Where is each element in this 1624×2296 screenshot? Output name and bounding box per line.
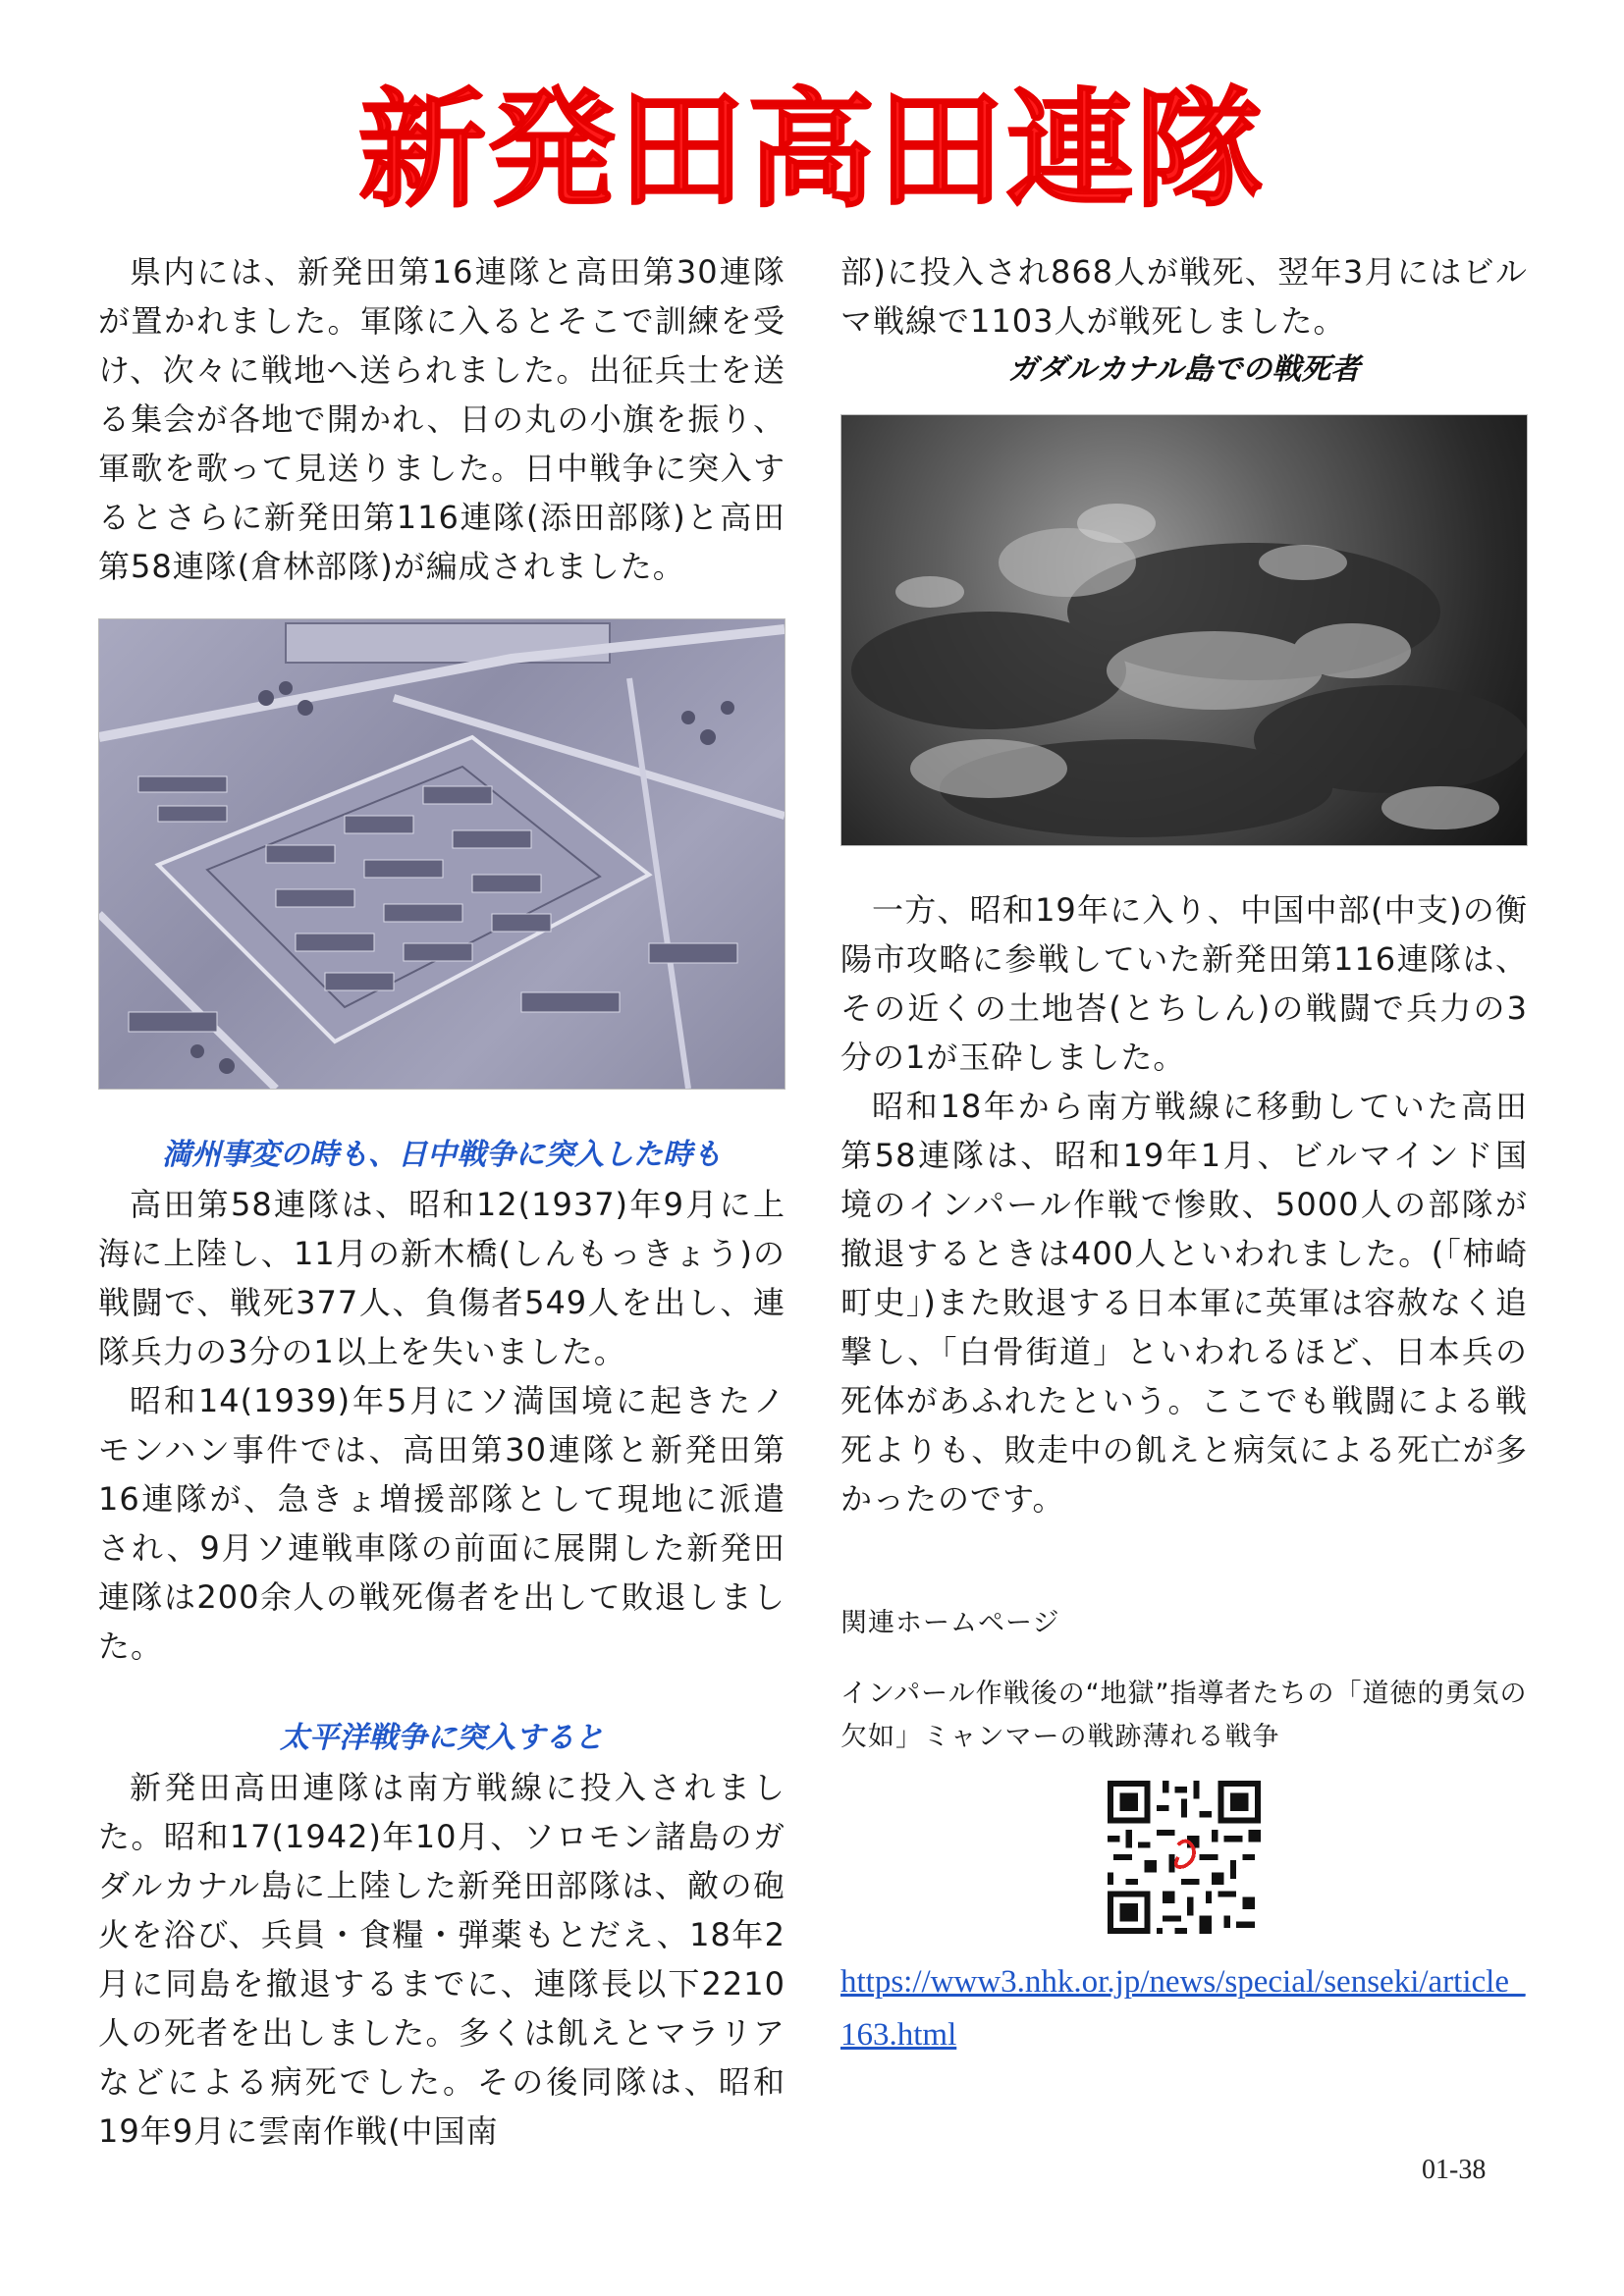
page-title: 新発田高田連隊: [357, 76, 1266, 225]
intro-paragraph: 県内には、新発田第16連隊と高田第30連隊が置かれました。軍隊に入るとそこで訓練を受け、次々に戦地へ送られました。出征兵士を送る集会が各地で開かれ、日の丸の小旗を振り、軍歌を歌って見送りました。日中戦争に突入するとさらに新発田第116連隊(添田部隊)と高田第58連隊(倉林部隊)が編成されました。: [98, 253, 785, 585]
related-label: 関連ホームページ: [840, 1608, 1060, 1638]
regiment-map-drawing: [99, 619, 785, 1089]
related-article-link[interactable]: https://www3.nhk.or.jp/news/special/senseki/article_163.html: [840, 1964, 1526, 2053]
section1-heading: 満州事変の時も、日中戦争に突入した時も: [162, 1138, 722, 1172]
war-dead-photo-drawing: [841, 415, 1527, 845]
left-column: [98, 247, 785, 2156]
right-paragraph-2: 昭和18年から南方戦線に移動していた高田第58連隊は、昭和19年1月、ビルマインド国境のインパール作戦で惨敗、5000人の部隊が撤退するときは400人といわれました。(「柿崎町史」)また敗退する日本軍に英軍は容赦なく追撃し、「白骨街道」といわれるほど、日本兵の死体があふれたという。ここでも戦闘による戦死よりも、敗走中の飢えと病気による死亡が多かったのです。: [840, 1088, 1528, 1518]
regiment-map-image: [98, 618, 785, 1090]
photo-heading: ガダルカナル島での戦死者: [1007, 352, 1361, 387]
section2-heading: 太平洋戦争に突入すると: [280, 1721, 604, 1755]
section1-paragraph-2: 昭和14(1939)年5月にソ満国境に起きたノモンハン事件では、高田第30連隊と新発田第16連隊が、急きょ増援部隊として現地に派遣され、9月ソ連戦車隊の前面に展開した新発田連隊は200余人の戦死傷者を出して敗退しました。: [98, 1382, 785, 1665]
page-number: 01-38: [1422, 2155, 1487, 2185]
right-paragraph-1: 一方、昭和19年に入り、中国中部(中支)の衡陽市攻略に参戦していた新発田第116連隊は、その近くの土地峇(とちしん)の戦闘で兵力の3分の1が玉砕しました。: [840, 891, 1528, 1076]
related-article-title: インパール作戦後の“地獄”指導者たちの「道徳的勇気の欠如」ミャンマーの戦跡薄れる戦争: [840, 1679, 1528, 1752]
continued-paragraph: 部)に投入され868人が戦死、翌年3月にはビルマ戦線で1103人が戦死しました。: [840, 253, 1528, 340]
war-dead-photo: [840, 414, 1528, 846]
right-column: [840, 247, 1528, 2061]
qr-code-wrapper: [840, 1781, 1528, 1938]
section1-paragraph-1: 高田第58連隊は、昭和12(1937)年9月に上海に上陸し、11月の新木橋(しんもっきょう)の戦闘で、戦死377人、負傷者549人を出し、連隊兵力の3分の1以上を失いました。: [98, 1186, 785, 1370]
section2-paragraph: 新発田高田連隊は南方戦線に投入されました。昭和17(1942)年10月、ソロモン諸島のガダルカナル島に上陸した新発田部隊は、敵の砲火を浴び、兵員・食糧・弾薬もとだえ、18年2月に同島を撤退するまでに、連隊長以下2210人の死者を出しました。多くは飢えとマラリアなどによる病死でした。その後同隊は、昭和19年9月に雲南作戦(中国南: [98, 1769, 785, 2150]
qr-code-icon[interactable]: [1108, 1781, 1261, 1934]
